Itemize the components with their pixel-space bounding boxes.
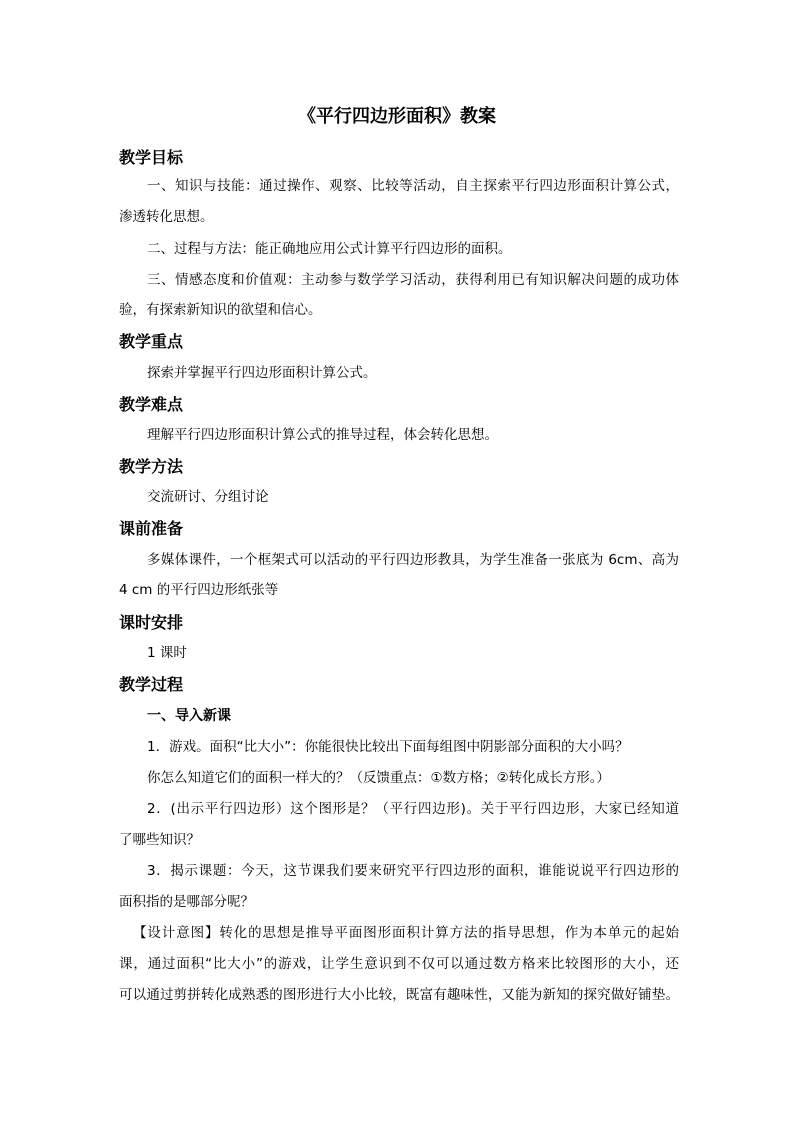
process-subheading-intro: 一、导入新课	[147, 708, 231, 724]
methods-text: 交流研讨、分组讨论	[147, 489, 269, 505]
design-intent-line2: 课，通过面积“比大小”的游戏，让学生意识到不仅可以通过数方格来比较图形的大小，还	[119, 956, 679, 972]
process-item3-line1: 3．揭示课题：今天，这节课我们要来研究平行四边形的面积，谁能说说平行四边形的	[147, 863, 679, 879]
process-item1: 1．游戏。面积“比大小”：你能很快比较出下面每组图中阴影部分面积的大小吗？	[147, 739, 629, 755]
design-intent-line3: 可以通过剪拼转化成熟悉的图形进行大小比较，既富有趣味性，又能为新知的探究做好铺垫。	[119, 987, 679, 1003]
design-intent-line1: 【设计意图】转化的思想是推导平面图形面积计算方法的指导思想，作为本单元的起始	[133, 925, 679, 941]
heading-process: 教学过程	[119, 675, 184, 694]
preparation-line2: 4 cm 的平行四边形纸张等	[119, 582, 279, 598]
document-title: 《平行四边形面积》教案	[298, 106, 496, 127]
goal-knowledge-line1: 一、知识与技能：通过操作、观察、比较等活动，自主探索平行四边形面积计算公式，	[147, 178, 679, 194]
difficulties-text: 理解平行四边形面积计算公式的推导过程，体会转化思想。	[147, 427, 498, 443]
process-item2-line2: 了哪些知识？	[119, 832, 200, 848]
preparation-line1: 多媒体课件，一个框架式可以活动的平行四边形教具，为学生准备一张底为 6cm、高为	[147, 552, 679, 568]
goal-attitude-line1: 三、情感态度和价值观：主动参与数学学习活动，获得利用已有知识解决问题的成功体	[147, 272, 679, 288]
goal-knowledge-line2: 渗透转化思想。	[119, 209, 214, 225]
key-points-text: 探索并掌握平行四边形面积计算公式。	[147, 365, 377, 381]
heading-teaching-goals: 教学目标	[119, 148, 184, 167]
process-item2-line1: 2．(出示平行四边形）这个图形是？（平行四边形)。关于平行四边形，大家已经知道	[147, 801, 679, 817]
process-item1-followup: 你怎么知道它们的面积一样大的？（反馈重点：①数方格；②转化成长方形。）	[147, 770, 610, 786]
heading-difficulties: 教学难点	[119, 395, 184, 414]
heading-methods: 教学方法	[119, 457, 184, 476]
heading-schedule: 课时安排	[119, 613, 184, 632]
goal-attitude-line2: 验，有探索新知识的欲望和信心。	[119, 302, 322, 318]
schedule-text: 1 课时	[147, 645, 187, 661]
heading-preparation: 课前准备	[119, 519, 184, 538]
heading-key-points: 教学重点	[119, 332, 184, 351]
process-item3-line2: 面积指的是哪部分呢？	[119, 894, 254, 910]
goal-process-method: 二、过程与方法：能正确地应用公式计算平行四边形的面积。	[147, 241, 512, 257]
